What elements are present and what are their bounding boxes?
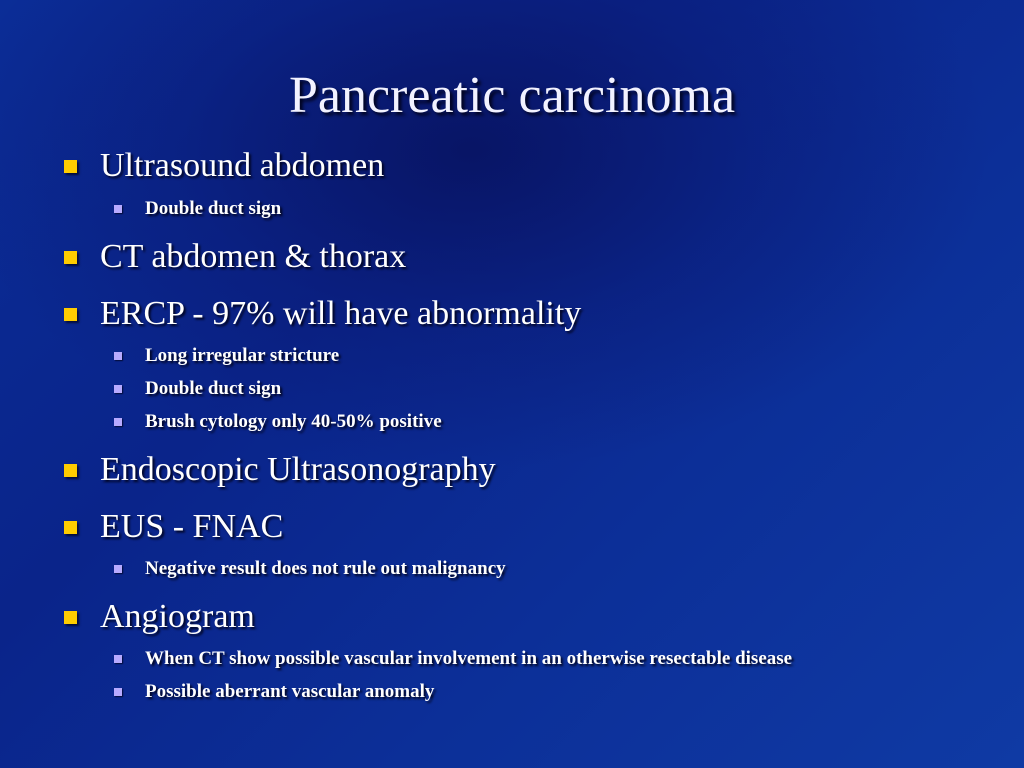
sub-bullet-text: Long irregular stricture xyxy=(145,345,340,366)
sub-bullet-text: Brush cytology only 40-50% positive xyxy=(145,411,442,432)
bullet-text: ERCP - 97% will have abnormality xyxy=(100,295,582,332)
bullet-text: Ultrasound abdomen xyxy=(100,147,385,184)
bullet-text: EUS - FNAC xyxy=(100,508,284,545)
small-square-bullet-icon xyxy=(114,205,122,213)
square-bullet-icon xyxy=(64,251,77,264)
small-square-bullet-icon xyxy=(114,352,122,360)
sub-bullet-text: Possible aberrant vascular anomaly xyxy=(145,681,435,702)
bullet-text: Endoscopic Ultrasonography xyxy=(100,451,496,488)
small-square-bullet-icon xyxy=(114,418,122,426)
small-square-bullet-icon xyxy=(114,688,122,696)
sub-bullet-text: When CT show possible vascular involvement in an otherwise resectable disease xyxy=(145,648,793,669)
small-square-bullet-icon xyxy=(114,385,122,393)
square-bullet-icon xyxy=(64,521,77,534)
sub-bullet-text: Double duct sign xyxy=(145,378,282,399)
square-bullet-icon xyxy=(64,160,77,173)
bullet-text: Angiogram xyxy=(100,598,255,635)
small-square-bullet-icon xyxy=(114,565,122,573)
slide-title: Pancreatic carcinoma xyxy=(288,67,736,124)
sub-bullet-text: Double duct sign xyxy=(145,198,282,219)
square-bullet-icon xyxy=(64,611,77,624)
square-bullet-icon xyxy=(64,308,77,321)
sub-bullet-text: Negative result does not rule out malignancy xyxy=(145,558,506,579)
small-square-bullet-icon xyxy=(114,655,122,663)
square-bullet-icon xyxy=(64,464,77,477)
bullet-text: CT abdomen & thorax xyxy=(100,238,407,275)
